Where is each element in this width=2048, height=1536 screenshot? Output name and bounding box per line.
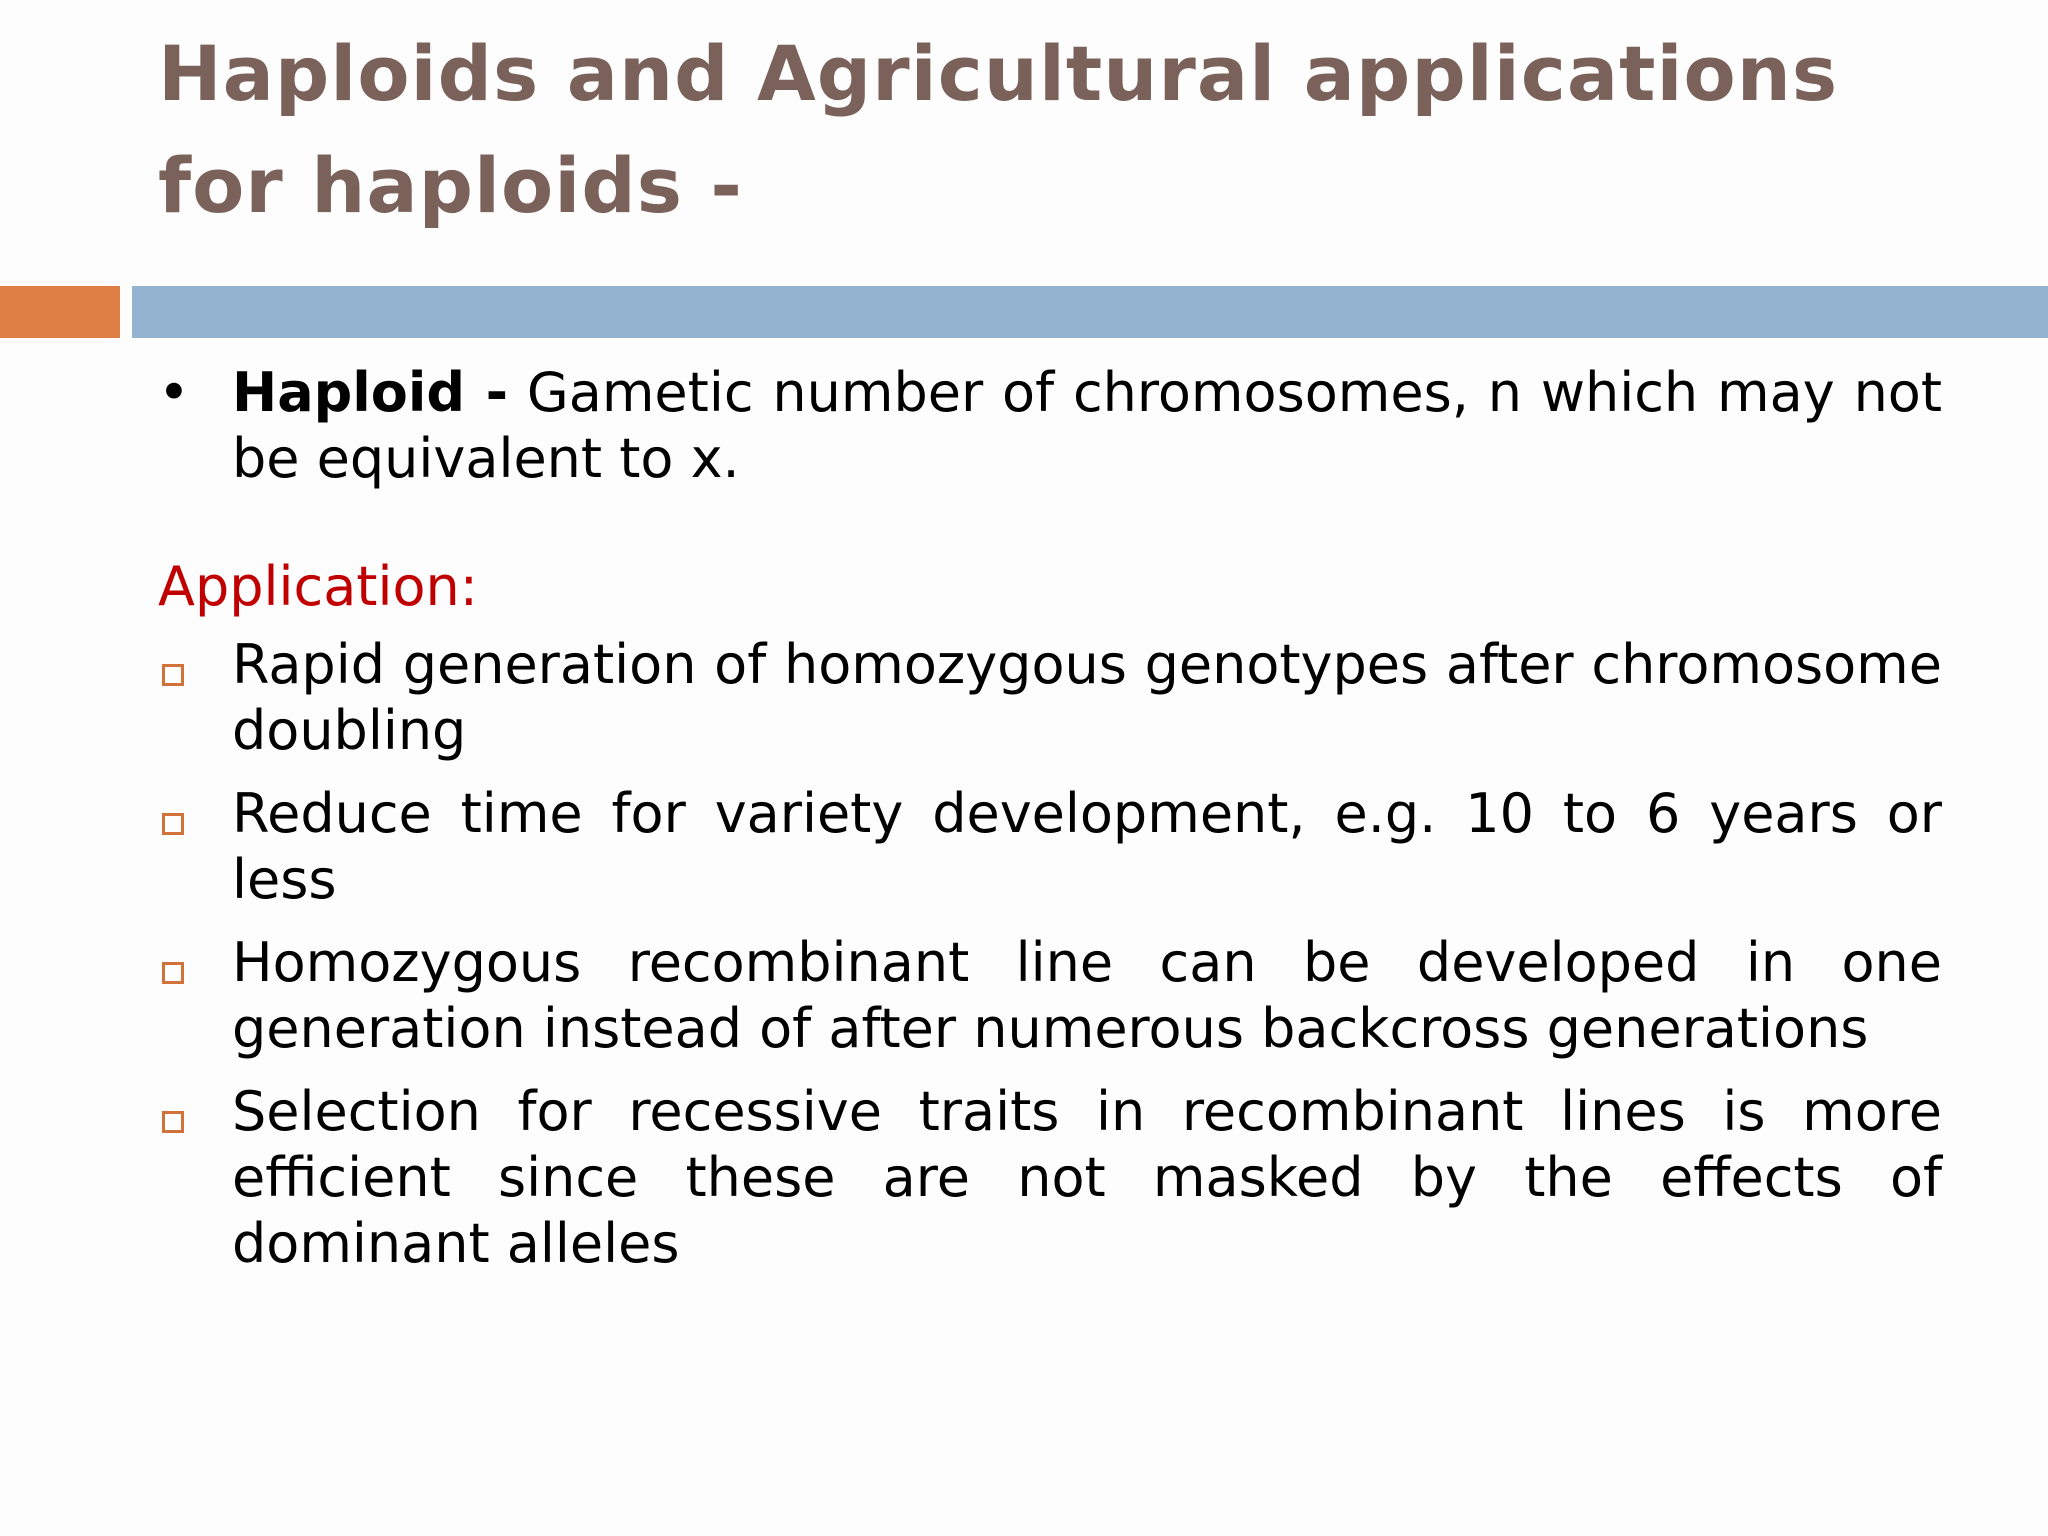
definition-text: Gametic number of chromosomes, n which may not be equivalent to x. (232, 361, 1943, 490)
list-item (158, 781, 1942, 913)
definition-term: Haploid - (232, 361, 508, 424)
list-item-text: Reduce time for variety development, e.g. 10 to 6 years or less (232, 782, 1942, 911)
slide-title: Haploids and Agricultural applications for haploids - (158, 29, 1839, 230)
application-list (158, 632, 1942, 1277)
square-bullet-icon (162, 962, 184, 984)
square-bullet-icon (162, 1111, 184, 1133)
list-item-text: Rapid generation of homozygous genotypes after chromosome doubling (232, 633, 1942, 762)
accent-bar-orange (0, 286, 120, 338)
list-item (158, 1079, 1942, 1277)
application-heading: Application: (158, 555, 478, 618)
list-item (158, 930, 1942, 1062)
list-item-text: Selection for recessive traits in recombinant lines is more efficient since these are not masked by the effects of dominant alleles (232, 1080, 1942, 1275)
list-item-text: Homozygous recombinant line can be developed in one generation instead of after numerous backcross generations (232, 931, 1942, 1060)
square-bullet-icon (162, 664, 184, 686)
haploid-definition (158, 360, 1942, 492)
square-bullet-icon (162, 813, 184, 835)
bullet-dot-icon: • (158, 361, 190, 424)
accent-bar-blue (132, 286, 2048, 338)
slide-content (158, 360, 1942, 1294)
list-item (158, 632, 1942, 764)
